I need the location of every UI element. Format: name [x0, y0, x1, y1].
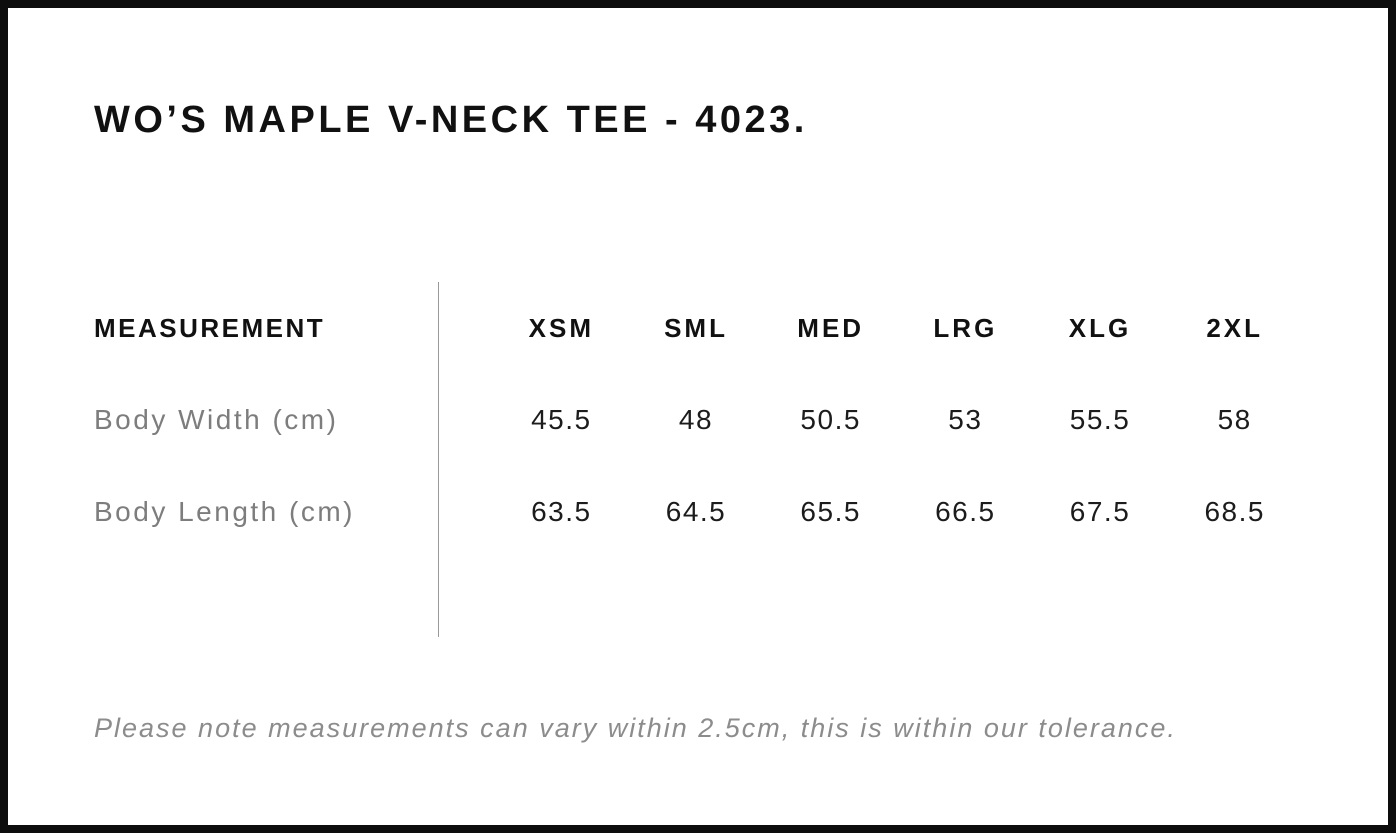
body-length-lrg: 66.5: [935, 496, 996, 527]
row-label-body-length: Body Length (cm): [94, 496, 355, 527]
vertical-divider: [438, 282, 439, 637]
column-header-med: MED: [797, 312, 865, 343]
column-header-lrg: LRG: [933, 312, 998, 343]
body-length-xsm: 63.5: [531, 496, 592, 527]
table-header-row: [94, 282, 1302, 374]
body-length-sml: 64.5: [665, 496, 727, 527]
row-label-body-width: Body Width (cm): [94, 404, 339, 435]
column-header-sml: SML: [664, 312, 728, 343]
table-row-body-length: [94, 466, 1302, 558]
body-width-xsm: 45.5: [531, 404, 592, 435]
body-width-sml: 48: [678, 404, 714, 435]
size-table: [94, 282, 1302, 637]
column-header-xsm: XSM: [528, 312, 594, 343]
body-width-med: 50.5: [800, 404, 861, 435]
table-row-body-width: [94, 374, 1302, 466]
body-width-2xl: 58: [1217, 404, 1252, 435]
column-header-measurement: MEASUREMENT: [94, 312, 326, 343]
body-width-lrg: 53: [948, 404, 983, 435]
tolerance-note: Please note measurements can vary within 2.5cm, this is within our tolerance.: [94, 713, 1177, 743]
column-header-xlg: XLG: [1068, 312, 1132, 343]
body-length-med: 65.5: [800, 496, 861, 527]
body-length-xlg: 67.5: [1069, 496, 1131, 527]
body-width-xlg: 55.5: [1069, 404, 1131, 435]
page-title: WO’S MAPLE V-NECK TEE - 4023.: [94, 99, 808, 141]
column-header-2xl: 2XL: [1206, 312, 1264, 343]
body-length-2xl: 68.5: [1204, 496, 1265, 527]
